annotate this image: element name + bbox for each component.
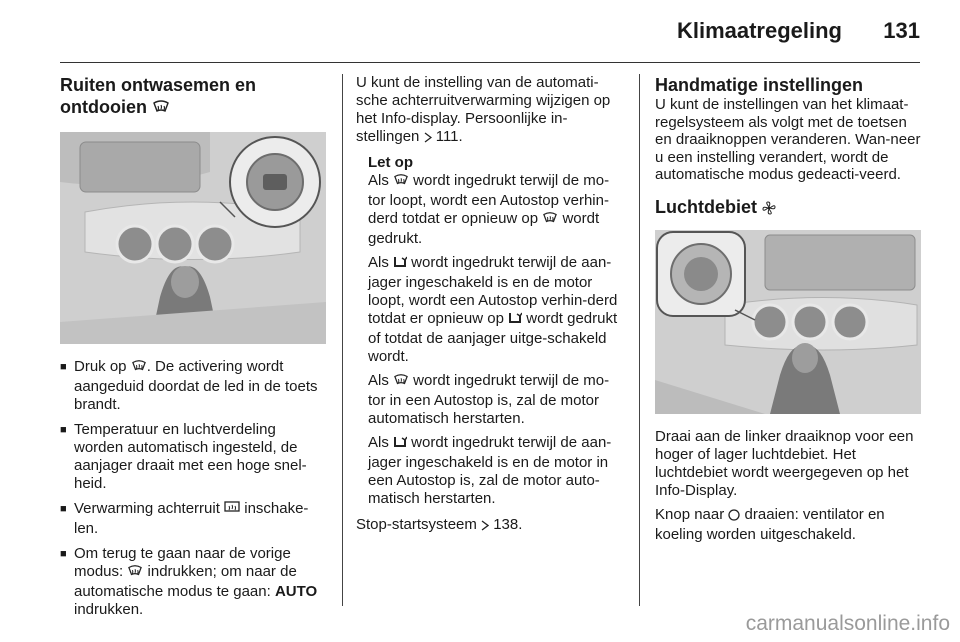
paragraph: Stop-startsysteem 138. [356, 516, 622, 536]
page-header [60, 0, 920, 63]
paragraph: U kunt de instellingen van het klimaat-regelsysteem als volgt met de toetsen en draaiknoppen veranderen. Wan-neer u een instelling verandert, wordt de automatische modus gedeacti-veerd. [655, 96, 921, 183]
section-heading-defrost: Ruiten ontwasemen en ontdooien [60, 74, 326, 120]
rear-window-heating-icon [224, 501, 240, 520]
airflow-icon [393, 256, 407, 274]
fan-icon [762, 198, 776, 220]
column-divider [342, 74, 343, 606]
list-item: ■ Verwarming achterruit inschake-len. [60, 500, 326, 538]
dashboard-photo-airflow [655, 230, 921, 414]
page-number: 131 [883, 18, 920, 43]
defrost-icon [152, 98, 170, 120]
note-title: Let op [368, 154, 413, 171]
off-circle-icon [728, 508, 740, 526]
column-notes [356, 74, 622, 542]
column-defrost [60, 74, 326, 626]
section-heading-manual: Handmatige instellingen [655, 75, 864, 95]
paragraph: Draai aan de linker draaiknop voor een hoger of lager luchtdebiet. Het luchtdebiet wordt weergegeven op het Info-Display. [655, 427, 914, 499]
airflow-icon [508, 312, 522, 330]
defrost-icon [131, 359, 147, 378]
airflow-icon [393, 436, 407, 454]
paragraph: U kunt de instelling van de automati-sche achterruitverwarming wijzigen op het Info-display. Persoonlijke in-stellingen 111. [356, 74, 622, 148]
page-reference-arrow-icon [424, 130, 432, 148]
column-manual-settings [655, 74, 923, 550]
paragraph: Als wordt ingedrukt terwijl de mo-tor loopt, wordt een Autostop verhin-derd totdat er opnieuw op wordt gedrukt. [368, 172, 610, 247]
defrost-icon [127, 564, 143, 583]
paragraph: Als wordt ingedrukt terwijl de mo-tor in een Autostop is, zal de motor automatisch herstarten. [368, 372, 610, 427]
paragraph: Knop naar draaien: ventilator en koeling worden uitgeschakeld. [655, 505, 885, 543]
defrost-icon [393, 173, 409, 192]
page-reference-arrow-icon [481, 518, 489, 536]
list-item: ■ Temperatuur en luchtverdeling worden automatisch ingesteld, de aanjager draait met een hoge snel-heid. [60, 421, 326, 493]
defrost-icon [393, 373, 409, 392]
bullet-list-defrost [60, 358, 326, 619]
column-divider [639, 74, 640, 606]
list-item: ■ Om terug te gaan naar de vorige modus: indrukken; om naar de automatische modus te gaan: AUTO indrukken. [60, 545, 326, 619]
paragraph: Als wordt ingedrukt terwijl de aan-jager ingeschakeld is en de motor in een Autostop is, zal de motor auto-matisch herstarten. [368, 434, 612, 507]
auto-label: AUTO [274, 583, 318, 600]
watermark: carmanualsonline.info [745, 612, 950, 635]
dashboard-photo-defrost [60, 132, 326, 344]
note-block [368, 154, 622, 508]
section-heading-airflow: Luchtdebiet [655, 196, 923, 220]
paragraph: Als wordt ingedrukt terwijl de aan-jager ingeschakeld is en de motor loopt, wordt een Autostop verhin-derd totdat er opnieuw op wordt gedrukt of totdat de aanjager uitge-schakeld wordt. [368, 254, 618, 365]
defrost-icon [542, 211, 558, 230]
page-title: Klimaatregeling [676, 18, 842, 43]
list-item: ■ Druk op . De activering wordt aangeduid doordat de led in de toets brandt. [60, 358, 326, 414]
